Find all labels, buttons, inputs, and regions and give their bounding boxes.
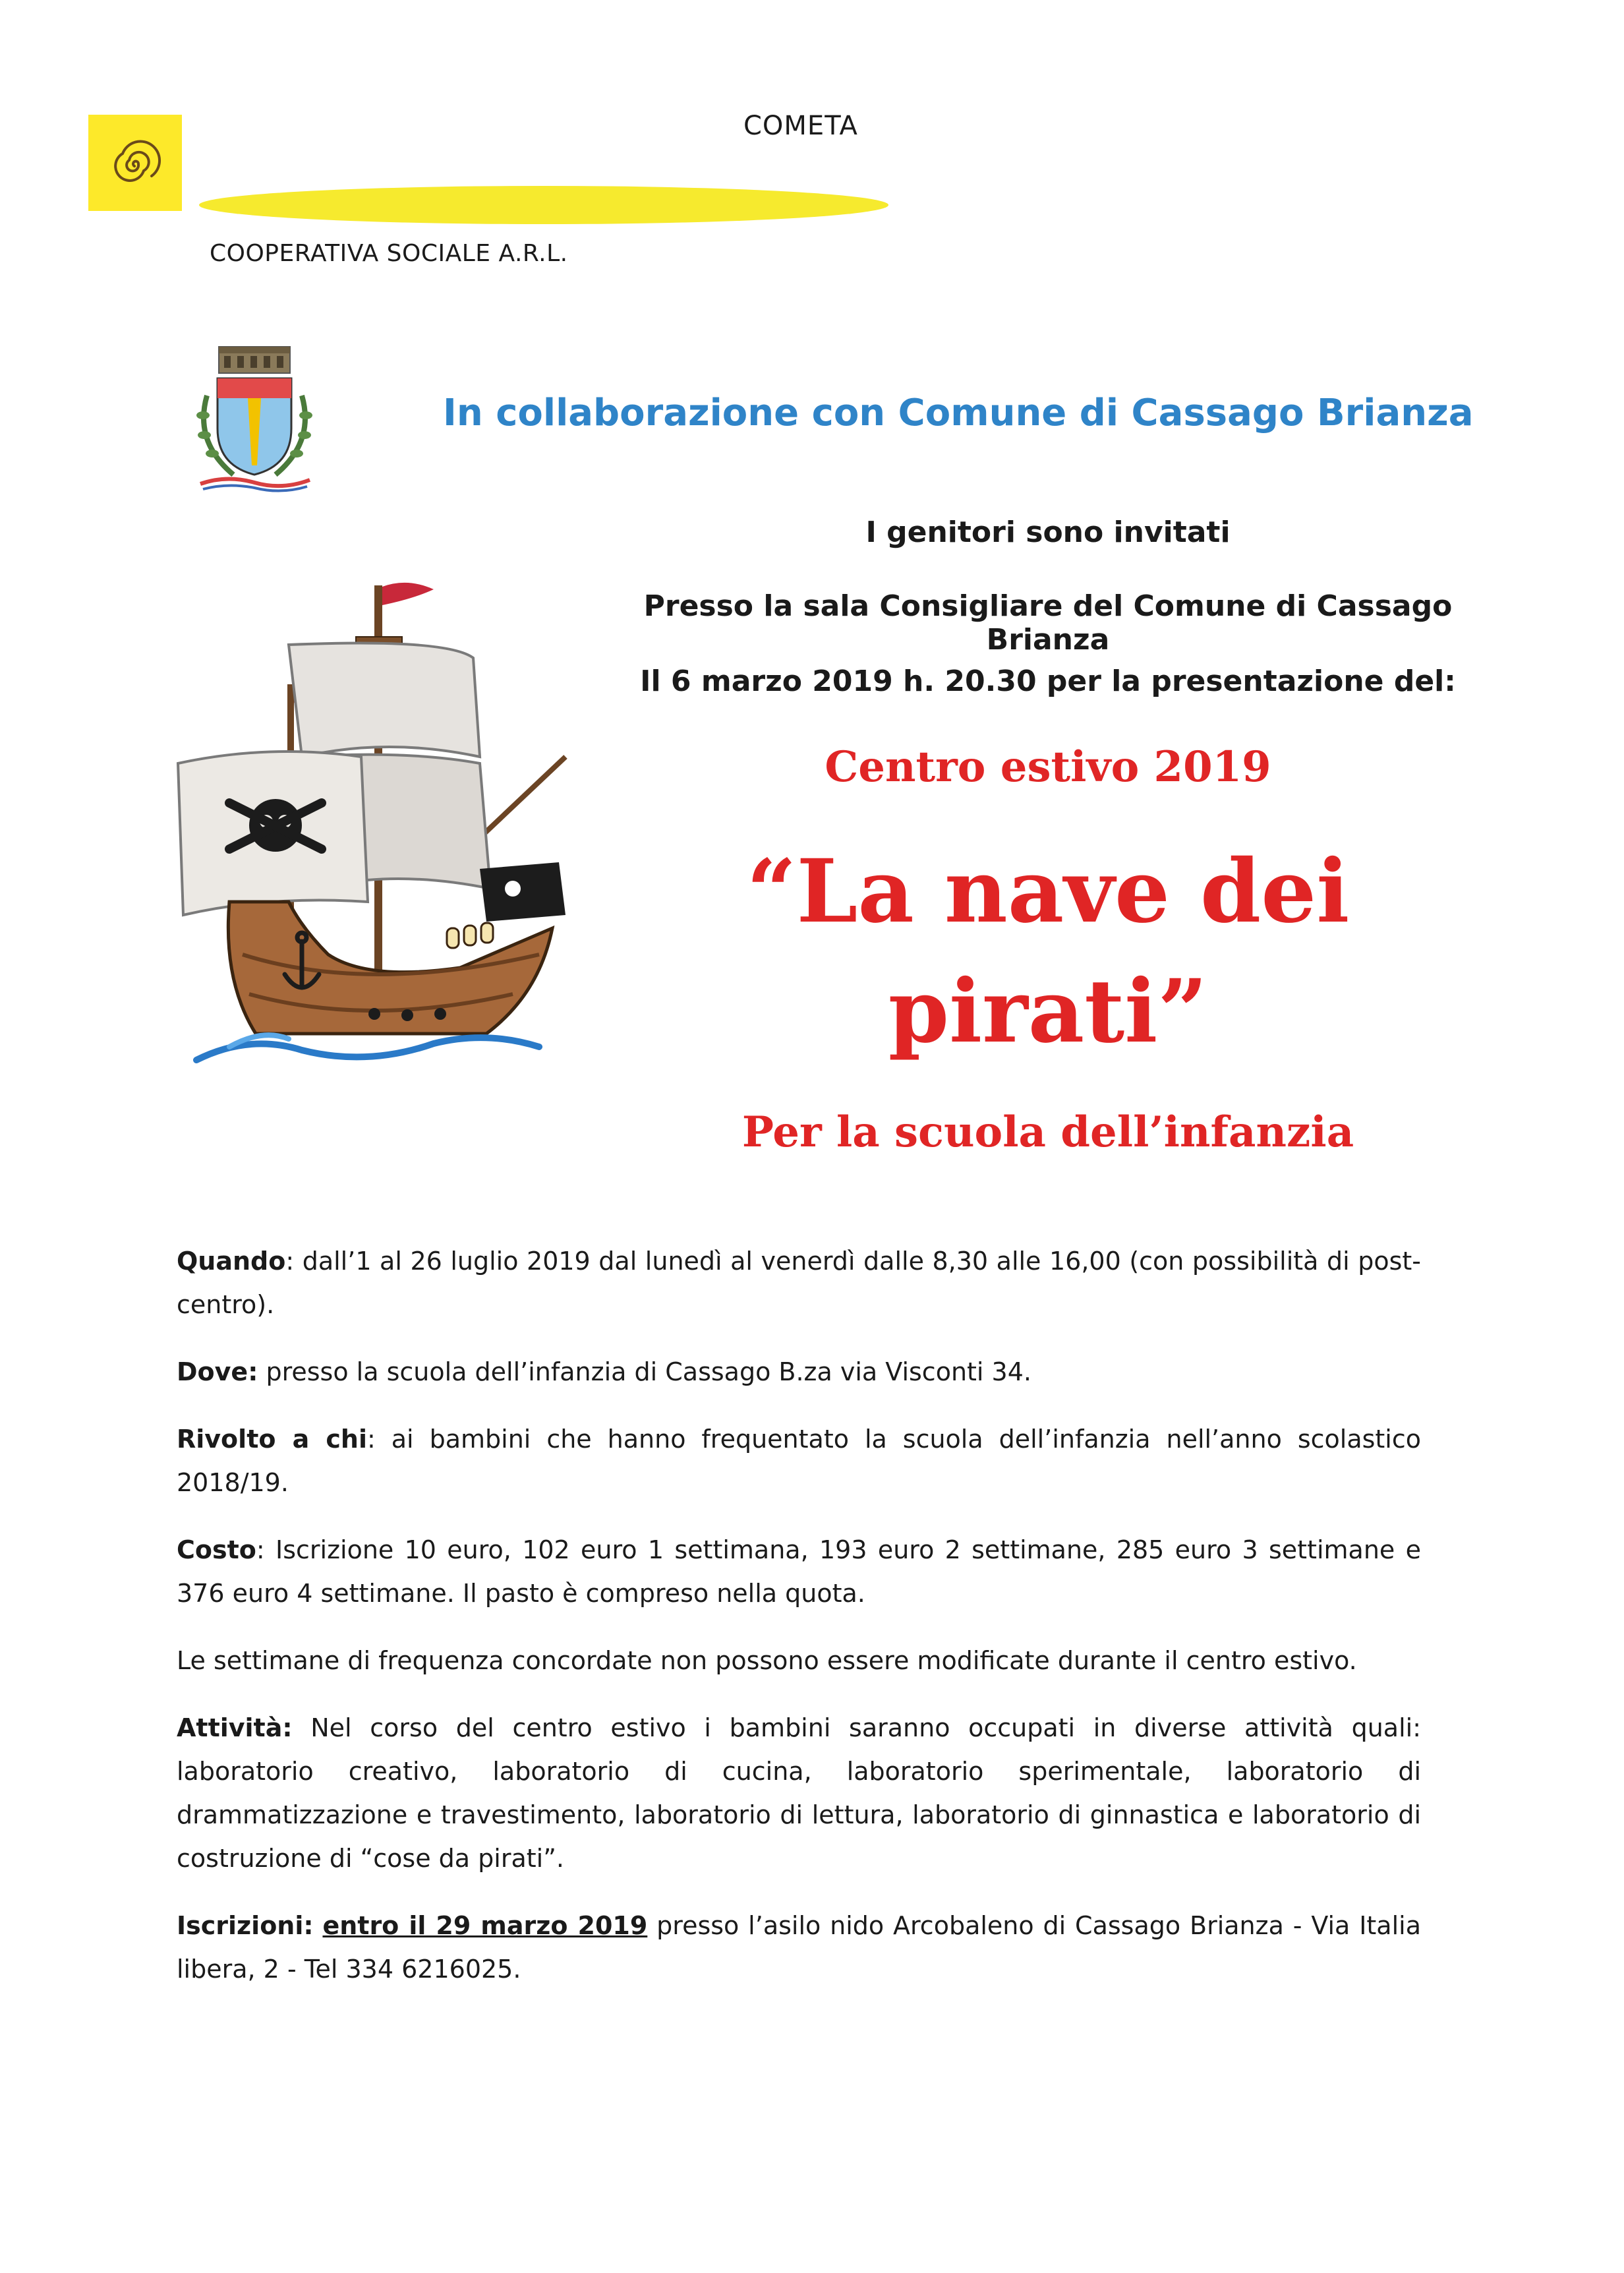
cost-text: : Iscrizione 10 euro, 102 euro 1 settimana, 193 euro 2 settimane, 285 euro 3 settimane e 376 euro 4 settimane. Il pasto è compreso nella quota. — [177, 1535, 1421, 1608]
invitation-line-3: Il 6 marzo 2019 h. 20.30 per la presentazione del: — [640, 664, 1456, 698]
registration-text: presso l’asilo nido Arcobaleno di Cassago Brianza - Via Italia libera, 2 - Tel 334 6216025. — [177, 1911, 1421, 1984]
where-paragraph — [177, 1350, 1421, 1394]
event-year-label: Centro estivo 2019 — [825, 742, 1271, 792]
details-section — [177, 1239, 1421, 2015]
cooperative-name: COOPERATIVA SOCIALE A.R.L. — [210, 240, 568, 267]
registration-label: Iscrizioni: — [177, 1911, 314, 1940]
when-paragraph — [177, 1239, 1421, 1326]
municipal-crest-icon — [187, 343, 322, 496]
when-text: : dall’1 al 26 luglio 2019 dal lunedì al venerdì dalle 8,30 alle 16,00 (con possibilità di post-centro). — [177, 1247, 1421, 1319]
target-paragraph — [177, 1417, 1421, 1504]
where-label: Dove: — [177, 1357, 258, 1386]
brand-underline-bar — [199, 186, 888, 224]
activities-text: Nel corso del centro estivo i bambini saranno occupati in diverse attività quali: laboratorio creativo, laboratorio di cucina, laboratorio sperimentale, laboratorio di drammatizzazione e travestimento, laboratorio di lettura, laboratorio di ginnastica e laboratorio di costruzione di “cose da pirati”. — [177, 1713, 1421, 1873]
pirate-ship-icon — [170, 559, 597, 1073]
cost-paragraph — [177, 1528, 1421, 1615]
event-audience: Per la scuola dell’infanzia — [741, 1107, 1354, 1157]
spiral-logo-icon — [88, 115, 182, 211]
collaboration-line: In collaborazione con Comune di Cassago Brianza — [443, 392, 1474, 434]
target-text: : ai bambini che hanno frequentato la scuola dell’infanzia nell’anno scolastico 2018/19. — [177, 1425, 1422, 1497]
registration-deadline: entro il 29 marzo 2019 — [322, 1911, 648, 1940]
brand-name: COMETA — [743, 111, 858, 141]
where-text: presso la scuola dell’infanzia di Cassago B.za via Visconti 34. — [258, 1357, 1031, 1386]
cost-label: Costo — [177, 1535, 256, 1564]
weeks-note: Le settimane di frequenza concordate non possono essere modificate durante il centro estivo. — [177, 1646, 1357, 1675]
invitation-line-1: I genitori sono invitati — [865, 516, 1231, 549]
event-title: “La nave dei pirati” — [746, 841, 1350, 1063]
activities-label: Attività: — [177, 1713, 293, 1742]
when-label: Quando — [177, 1247, 286, 1276]
invitation-line-2: Presso la sala Consigliare del Comune di Cassago Brianza — [643, 589, 1453, 657]
registration-paragraph — [177, 1904, 1421, 1991]
target-label: Rivolto a chi — [177, 1425, 367, 1454]
activities-paragraph — [177, 1706, 1421, 1880]
